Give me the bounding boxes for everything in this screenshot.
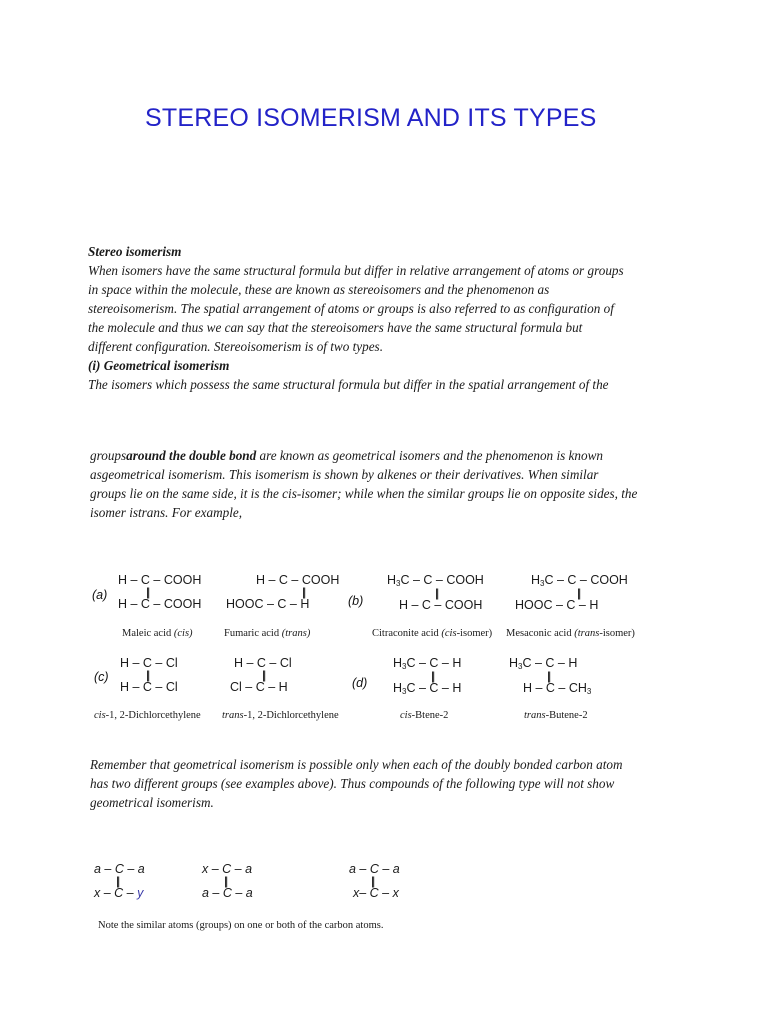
no-isomer-structure-1 [94,862,145,900]
paragraph-line: in space within the molecule, these are known as stereoisomers and the phenomenon as [88,282,550,297]
structure-bottom-row: H – C – $CH_3$ [523,681,592,696]
stereo-isomerism-section [88,242,688,394]
structure-top-row: $H_3C$ – C – H [393,656,462,671]
fumaric-acid-structure [226,573,339,611]
cis-dichloroethylene-label: cis-1, 2-Dichlorcethylene [94,710,201,721]
example-tag-b: (b) [348,594,364,608]
paragraph-line [90,446,690,465]
double-bond: || [146,668,149,682]
structure-top-row: H – C – COOH [256,573,340,587]
citraconite-acid-label: Citraconite acid (cis-isomer) [372,628,493,639]
trans-dichloroethylene-structure [230,656,292,694]
double-bond: || [577,586,580,600]
maleic-acid-structure [118,573,201,611]
paragraph-line: isomer istrans. For example, [90,505,243,520]
mesaconic-acid-structure [515,573,628,612]
structure-top-row: $H_3C$ – C – H [509,656,578,671]
trans-dichloroethylene-label: trans-1, 2-Dichlorcethylene [222,710,339,721]
geometrical-isomerism-condition [90,755,690,812]
citraconic-acid-structure [387,573,484,612]
double-bond: || [262,668,265,682]
paragraph-line: When isomers have the same structural formula but differ in relative arrangement of atoms or groups [88,263,624,278]
structure-bottom-row: $H_3C$ – C – H [393,681,462,696]
paragraph-line: groups lie on the same side, it is the cis-isomer; while when the similar groups lie on opposite sides, the [90,486,638,501]
double-bond: || [224,874,227,888]
structure-bottom-row: H – C – COOH [399,598,483,612]
text-fragment: are known as geometrical isomers and the phenomenon is known [256,448,603,463]
section-heading: Stereo isomerism [88,244,182,259]
fumaric-acid-label: Fumaric acid (trans) [224,628,311,639]
example-tag-d: (d) [352,676,368,690]
paragraph-line: geometrical isomerism. [90,795,214,810]
structure-bottom-row: HOOC – C – H [226,597,310,611]
page-title: STEREO ISOMERISM AND ITS TYPES [145,104,597,132]
paragraph-line: has two different groups (see examples above). Thus compounds of the following type will not show [90,776,615,791]
structure-bottom-row: Cl – C – H [230,680,288,694]
double-bond: || [371,874,374,888]
example-tag-a: (a) [92,588,108,602]
trans-butene-structure [509,656,591,696]
structure-bottom-row: a – C – a [202,886,253,900]
trans-butene-label: trans-Butene-2 [524,710,588,721]
structure-bottom-row: H – C – COOH [118,597,202,611]
structure-bottom-row: H – C – Cl [120,680,178,694]
structure-bottom-row: x– C – x [353,886,399,900]
similar-atoms-note: Note the similar atoms (groups) on one or both of the carbon atoms. [98,920,384,931]
maleic-acid-label: Maleic acid (cis) [122,628,193,639]
double-bond: || [302,585,305,599]
example-tag-c: (c) [94,670,109,684]
structure-top-row: x – C – a [202,862,253,876]
double-bond: || [435,586,438,600]
structure-top-row: $H_3C$ – C – COOH [531,573,628,588]
paragraph-line: different configuration. Stereoisomerism is of two types. [88,339,383,354]
structure-top-row: H – C – Cl [120,656,178,670]
subsection-heading: (i) Geometrical isomerism [88,358,230,373]
no-isomer-structure-2 [202,862,253,900]
double-bond: || [116,874,119,888]
cis-butene-label: cis-Btene-2 [400,710,449,721]
double-bond: || [547,669,550,683]
structure-top-row: H – C – Cl [234,656,292,670]
structure-top-row: a – C – a [349,862,400,876]
double-bond: || [431,669,434,683]
structure-top-row: H – C – COOH [118,573,202,587]
paragraph-line: Remember that geometrical isomerism is possible only when each of the doubly bonded carbon atom [90,757,623,772]
text-fragment: groups [90,448,127,463]
structure-bottom-row: x – C – y [94,886,144,900]
double-bond: || [146,585,149,599]
structure-bottom-row: HOOC – C – H [515,598,599,612]
mesaconic-acid-label: Mesaconic acid (trans-isomer) [506,628,635,639]
geometrical-isomerism-paragraph [90,446,690,522]
paragraph-line: The isomers which possess the same structural formula but differ in the spatial arrangement of the [88,377,609,392]
cis-dichloroethylene-structure [120,656,178,694]
structure-top-row: a – C – a [94,862,145,876]
paragraph-line: asgeometrical isomerism. This isomerism is shown by alkenes or their derivatives. When similar [90,467,599,482]
paragraph-line: the molecule and thus we can say that the stereoisomers have the same structural formula but [88,320,583,335]
cis-butene-structure [393,656,461,696]
bold-phrase: around the double bond [126,448,257,463]
no-isomer-structure-3 [349,862,400,900]
structure-top-row: $H_3C$ – C – COOH [387,573,484,588]
paragraph-line: stereoisomerism. The spatial arrangement of atoms or groups is also referred to as configuration of [88,301,614,316]
